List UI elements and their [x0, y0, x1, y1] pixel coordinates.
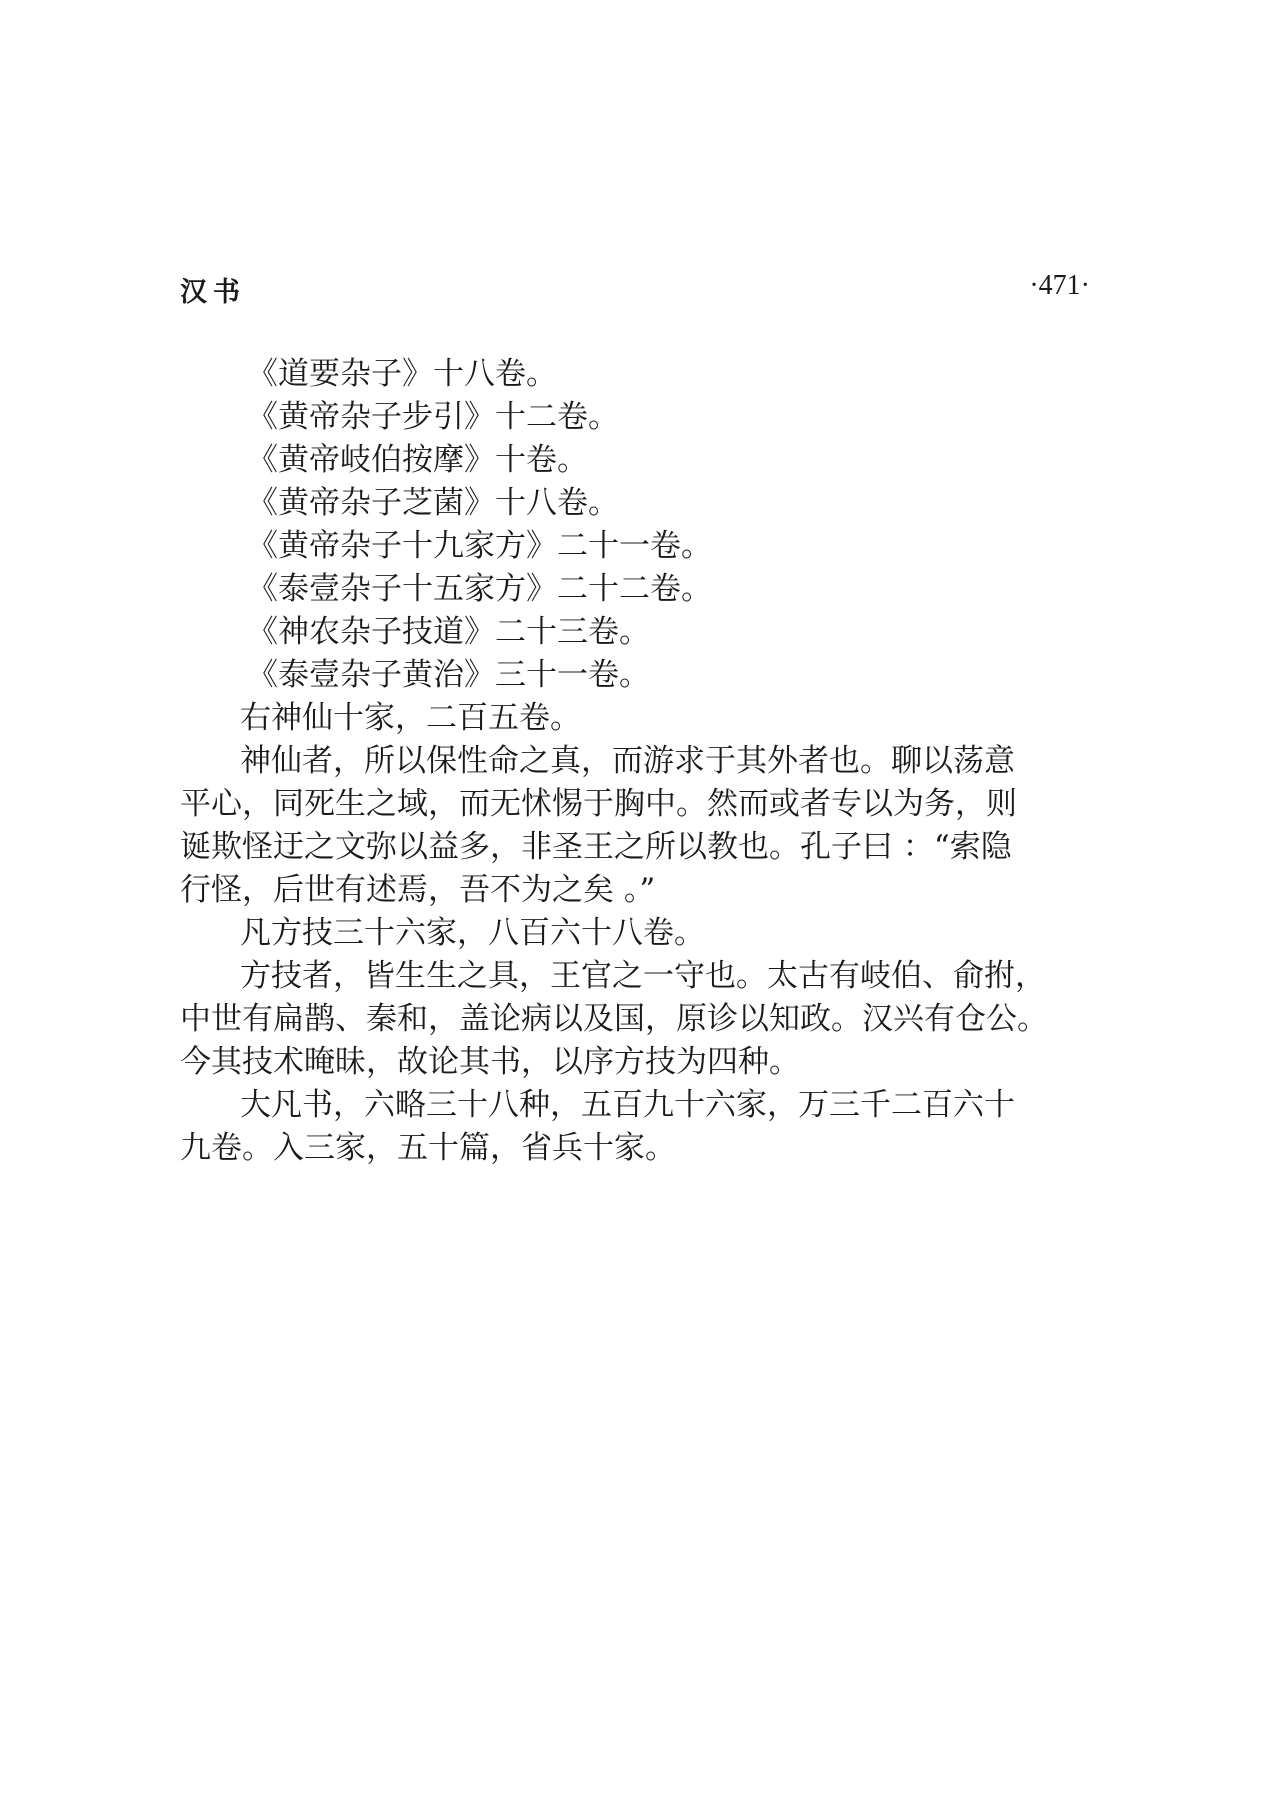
paragraph-line: 方技者，皆生生之具，王官之一守也。太古有岐伯、俞拊，: [240, 958, 1046, 994]
book-entry: 《黄帝岐伯按摩》十卷。: [247, 442, 588, 478]
book-entry: 《黄帝杂子十九家方》二十一卷。: [247, 528, 712, 564]
book-entry: 《黄帝杂子芝菌》十八卷。: [247, 485, 619, 521]
running-title: 汉书: [180, 277, 246, 308]
paragraph-line: 今其技术晻昧，故论其书，以序方技为四种。: [180, 1044, 800, 1080]
paragraph-line: 行怪，后世有述焉，吾不为之矣 。”: [180, 872, 656, 908]
paragraph-line: 平心，同死生之域，而无怵惕于胸中。然而或者专以为务，则: [180, 786, 1017, 822]
book-entry: 《泰壹杂子黄治》三十一卷。: [247, 657, 650, 693]
summary-shenxian: 右神仙十家，二百五卷。: [240, 700, 581, 736]
book-entry: 《泰壹杂子十五家方》二十二卷。: [247, 571, 712, 607]
page-number: ·471·: [1029, 270, 1090, 301]
paragraph-fangji: [180, 955, 1084, 1084]
paragraph-shenxian: [180, 740, 1084, 912]
paragraph-line: 大凡书，六略三十八种，五百九十六家，万三千二百六十: [240, 1087, 1015, 1123]
body-text: [180, 353, 1084, 1170]
paragraph-line: 诞欺怪迂之文弥以益多，非圣王之所以教也。孔子曰 ：“索隐: [180, 829, 1012, 865]
summary-fangji: 凡方技三十六家，八百六十八卷。: [240, 915, 705, 951]
book-entry: 《黄帝杂子步引》十二卷。: [247, 399, 619, 435]
paragraph-line: 神仙者，所以保性命之真，而游求于其外者也。聊以荡意: [240, 743, 1015, 779]
paragraph-line: 中世有扁鹊、秦和，盖论病以及国，原诊以知政。汉兴有仓公。: [180, 1001, 1048, 1037]
book-entry: 《神农杂子技道》二十三卷。: [247, 614, 650, 650]
paragraph-line: 九卷。入三家，五十篇，省兵十家。: [180, 1130, 676, 1166]
page-header: [180, 270, 1090, 310]
paragraph-total: [180, 1084, 1084, 1170]
book-entry: 《道要杂子》十八卷。: [247, 356, 557, 392]
